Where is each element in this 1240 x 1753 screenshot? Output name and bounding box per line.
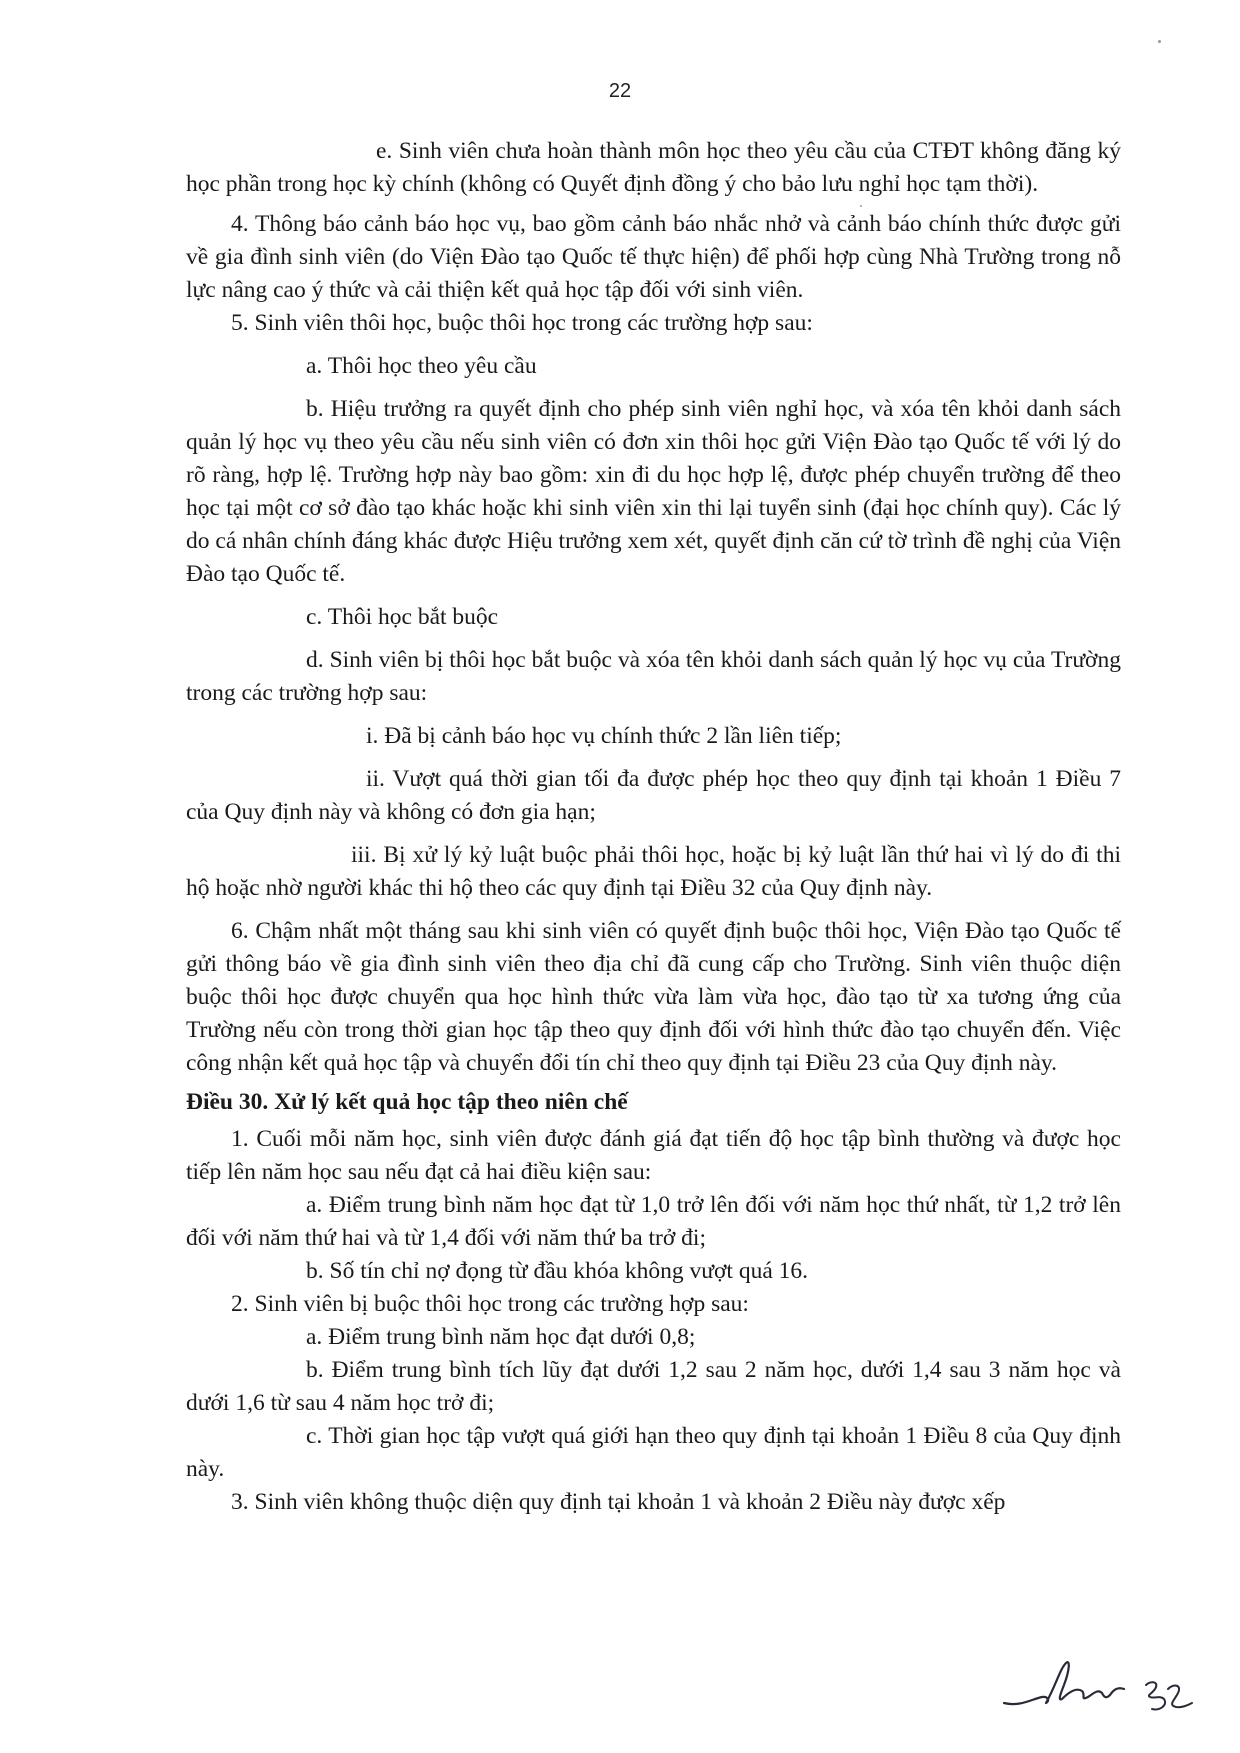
scan-dot <box>860 205 862 207</box>
paragraph-art30-clause-1: 1. Cuối mỗi năm học, sinh viên được đánh giá đạt tiến độ học tập bình thường và được học tiếp lên năm học sau nếu đạt cả hai điều kiện sau: <box>186 1126 1121 1185</box>
paragraph-clause-4: 4. Thông báo cảnh báo học vụ, bao gồm cảnh báo nhắc nhở và cảnh báo chính thức được gửi về gia đình sinh viên (do Viện Đào tạo Quốc tế thực hiện) để phối hợp cùng Nhà Trường trong nỗ lực nâng cao ý thức và cải thiện kết quả học tập đối với sinh viên. <box>186 211 1121 303</box>
paragraph-clause-5: 5. Sinh viên thôi học, buộc thôi học trong các trường hợp sau: <box>231 310 813 336</box>
paragraph-sub-ii: ii. Vượt quá thời gian tối đa được phép học theo quy định tại khoản 1 Điều 7 của Quy định này và không có đơn gia hạn; <box>186 766 1121 825</box>
paragraph-sub-i: i. Đã bị cảnh báo học vụ chính thức 2 lần liên tiếp; <box>366 723 842 749</box>
document-body <box>186 135 1121 1519</box>
paragraph-item-b: b. Hiệu trưởng ra quyết định cho phép sinh viên nghỉ học, và xóa tên khỏi danh sách quản lý học vụ theo yêu cầu nếu sinh viên có đơn xin thôi học gửi Viện Đào tạo Quốc tế với lý do rõ ràng, hợp lệ. Trường hợp này bao gồm: xin đi du học hợp lệ, được phép chuyển trường để theo học tại một cơ sở đào tạo khác hoặc khi sinh viên xin thi lại tuyển sinh (đại học chính quy). Các lý do cá nhân chính đáng khác được Hiệu trưởng xem xét, quyết định căn cứ tờ trình đề nghị của Viện Đào tạo Quốc tế. <box>186 396 1121 587</box>
paragraph-clause-6: 6. Chậm nhất một tháng sau khi sinh viên có quyết định buộc thôi học, Viện Đào tạo Quốc tế gửi thông báo về gia đình sinh viên theo địa chỉ đã cung cấp cho Trường. Sinh viên thuộc diện buộc thôi học được chuyển qua học hình thức vừa làm vừa học, đào tạo từ xa tương ứng của Trường nếu còn trong thời gian học tập theo quy định đối với hình thức đào tạo chuyển đến. Việc công nhận kết quả học tập và chuyển đổi tín chỉ theo quy định tại Điều 23 của Quy định này. <box>186 918 1121 1076</box>
page-number: 22 <box>608 80 632 102</box>
paragraph-item-d: d. Sinh viên bị thôi học bắt buộc và xóa tên khỏi danh sách quản lý học vụ của Trường trong các trường hợp sau: <box>186 647 1121 706</box>
paragraph-item-c: c. Thôi học bắt buộc <box>306 604 499 630</box>
signature-icon <box>1000 1655 1200 1725</box>
scan-dot <box>1158 40 1161 43</box>
article-heading: Điều 30. Xử lý kết quả học tập theo niên chế <box>186 1089 628 1115</box>
paragraph-art30-item-b: b. Số tín chỉ nợ đọng từ đầu khóa không vượt quá 16. <box>306 1258 809 1284</box>
paragraph-art30-2-item-b: b. Điểm trung bình tích lũy đạt dưới 1,2 sau 2 năm học, dưới 1,4 sau 3 năm học và dưới 1,6 từ sau 4 năm học trở đi; <box>186 1357 1121 1416</box>
paragraph-item-a: a. Thôi học theo yêu cầu <box>306 353 537 379</box>
paragraph-art30-clause-2: 2. Sinh viên bị buộc thôi học trong các trường hợp sau: <box>231 1291 749 1317</box>
paragraph-item-e: e. Sinh viên chưa hoàn thành môn học theo yêu cầu của CTĐT không đăng ký học phần trong học kỳ chính (không có Quyết định đồng ý cho bảo lưu nghỉ học tạm thời). <box>186 138 1121 197</box>
paragraph-art30-2-item-c: c. Thời gian học tập vượt quá giới hạn theo quy định tại khoản 1 Điều 8 của Quy định này. <box>186 1423 1121 1482</box>
paragraph-art30-2-item-a: a. Điểm trung bình năm học đạt dưới 0,8; <box>306 1324 696 1350</box>
handwritten-initials <box>1000 1655 1200 1725</box>
paragraph-art30-item-a: a. Điểm trung bình năm học đạt từ 1,0 trở lên đối với năm học thứ nhất, từ 1,2 trở lên đối với năm thứ hai và từ 1,4 đối với năm thứ ba trở đi; <box>186 1192 1121 1251</box>
paragraph-art30-clause-3: 3. Sinh viên không thuộc diện quy định tại khoản 1 và khoản 2 Điều này được xếp <box>231 1489 1006 1515</box>
paragraph-sub-iii: iii. Bị xử lý kỷ luật buộc phải thôi học, hoặc bị kỷ luật lần thứ hai vì lý do đi thi hộ hoặc nhờ người khác thi hộ theo các quy định tại Điều 32 của Quy định này. <box>186 842 1121 901</box>
